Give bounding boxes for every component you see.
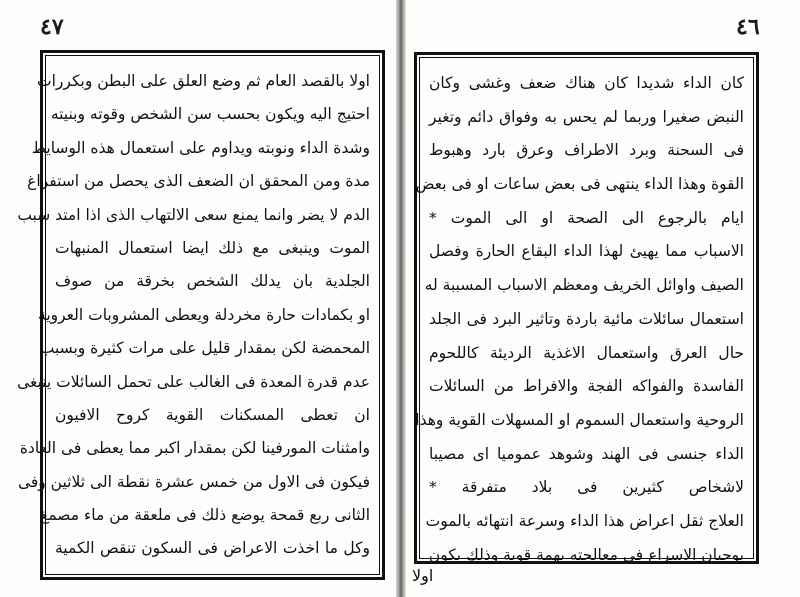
left-page [0,0,396,597]
text-line: القوة وهذا الداء ينتهى فى بعض ساعات او فى بعض [415,175,744,194]
text-line: الروحية واستعمال السموم او المسهلات القوية وهذا [415,410,744,429]
text-line: المحمضة لكن بمقدار قليل على مرات كثيرة وبسبب [39,339,370,358]
text-line: الدم لا يضر وانما يمنع سعى الالتهاب الذى اذا امتد سبب [17,205,370,224]
text-line: احتيج اليه ويكون بحسب سن الشخص وقوته وبنيته [50,105,370,124]
text-line: يوجبان الاسراع فى معالجته بهمة قوية وذلك يكون [428,545,744,564]
right-page [406,0,800,597]
text-line: لاشخاص كثيرين فى بلاد متفرقة * [429,478,744,497]
text-line: النبض صغيرا وربما لم يحس به وفواق دائم وتغير [429,107,744,126]
text-line: او بكمادات حارة مخردلة ويعطى المشروبات العروية [38,305,370,324]
text-line: الاسباب مما يهيئ لهذا الداء البقاع الحارة وفصل [429,242,744,261]
text-line: حال العرق واستعمال الاغذية الرديئة كاللحوم [429,343,744,362]
text-line: الفاسدة والفواكه الفجة والافراط من السائلات [429,377,744,396]
page-number: ٤٧ [40,14,64,40]
text-line: اولا بالقصد العام ثم وضع العلق على البطن وبكررات [37,72,370,90]
text-line: مدة ومن المحقق ان الضعف الذى يحصل من استفراغ [27,172,370,191]
text-line: الثانى ربع قمحة يوضع ذلك فى ملعقة من ماء مصمغ [40,506,370,525]
text-line: كان الداء شديدا كان هناك ضعف وغشى وكان [429,74,744,92]
text-line: وكل ما اخذت الاعراض فى السكون تنقص الكمية [55,539,370,558]
text-line: وامثنات المورفينا لكن بمقدار اكبر مما يعطى فى العادة [19,439,370,458]
text-line: الجلدية بان يدلك الشخص بخرقة من صوف [55,272,370,291]
text-frame [17,50,385,580]
text-frame [414,52,759,564]
catchword: اولا [412,566,434,585]
text-line: فى السحنة وبرد الاطراف وعرق بارد وهبوط [429,141,744,160]
book-gutter [396,0,406,597]
text-line: عدم قدرة المعدة فى الغالب على تحمل السائلات ينبغى [17,372,370,391]
text-line: استعمال سائلات مائية باردة وتاثير البرد فى الجلد [429,309,744,328]
text-line: ان تعطى المسكنات القوية كروح الافيون [55,405,370,424]
page-text [415,67,744,572]
text-line: الداء جنسى فى الهند وشوهد عموميا اى مصيبا [429,444,744,463]
text-line: ايام بالرجوع الى الصحة او الى الموت * [429,208,744,227]
text-line: الصيف واوائل الخريف ومعظم الاسباب المسببة له [424,276,744,295]
text-line: وشدة الداء ونوبته ويداوم على استعمال هذه الوسايط [31,138,370,157]
text-line: الموت وينبغى مع ذلك ايضا استعمال المنبهات [55,238,370,257]
page-number: ٤٦ [736,14,760,40]
text-line: فيكون فى الاول من خمس عشرة نقطة الى ثلاثين وفى [17,472,370,491]
page-text [17,65,370,566]
text-line: العلاج ثقل اعراض هذا الداء وسرعة انتهائه بالموت [425,511,744,530]
